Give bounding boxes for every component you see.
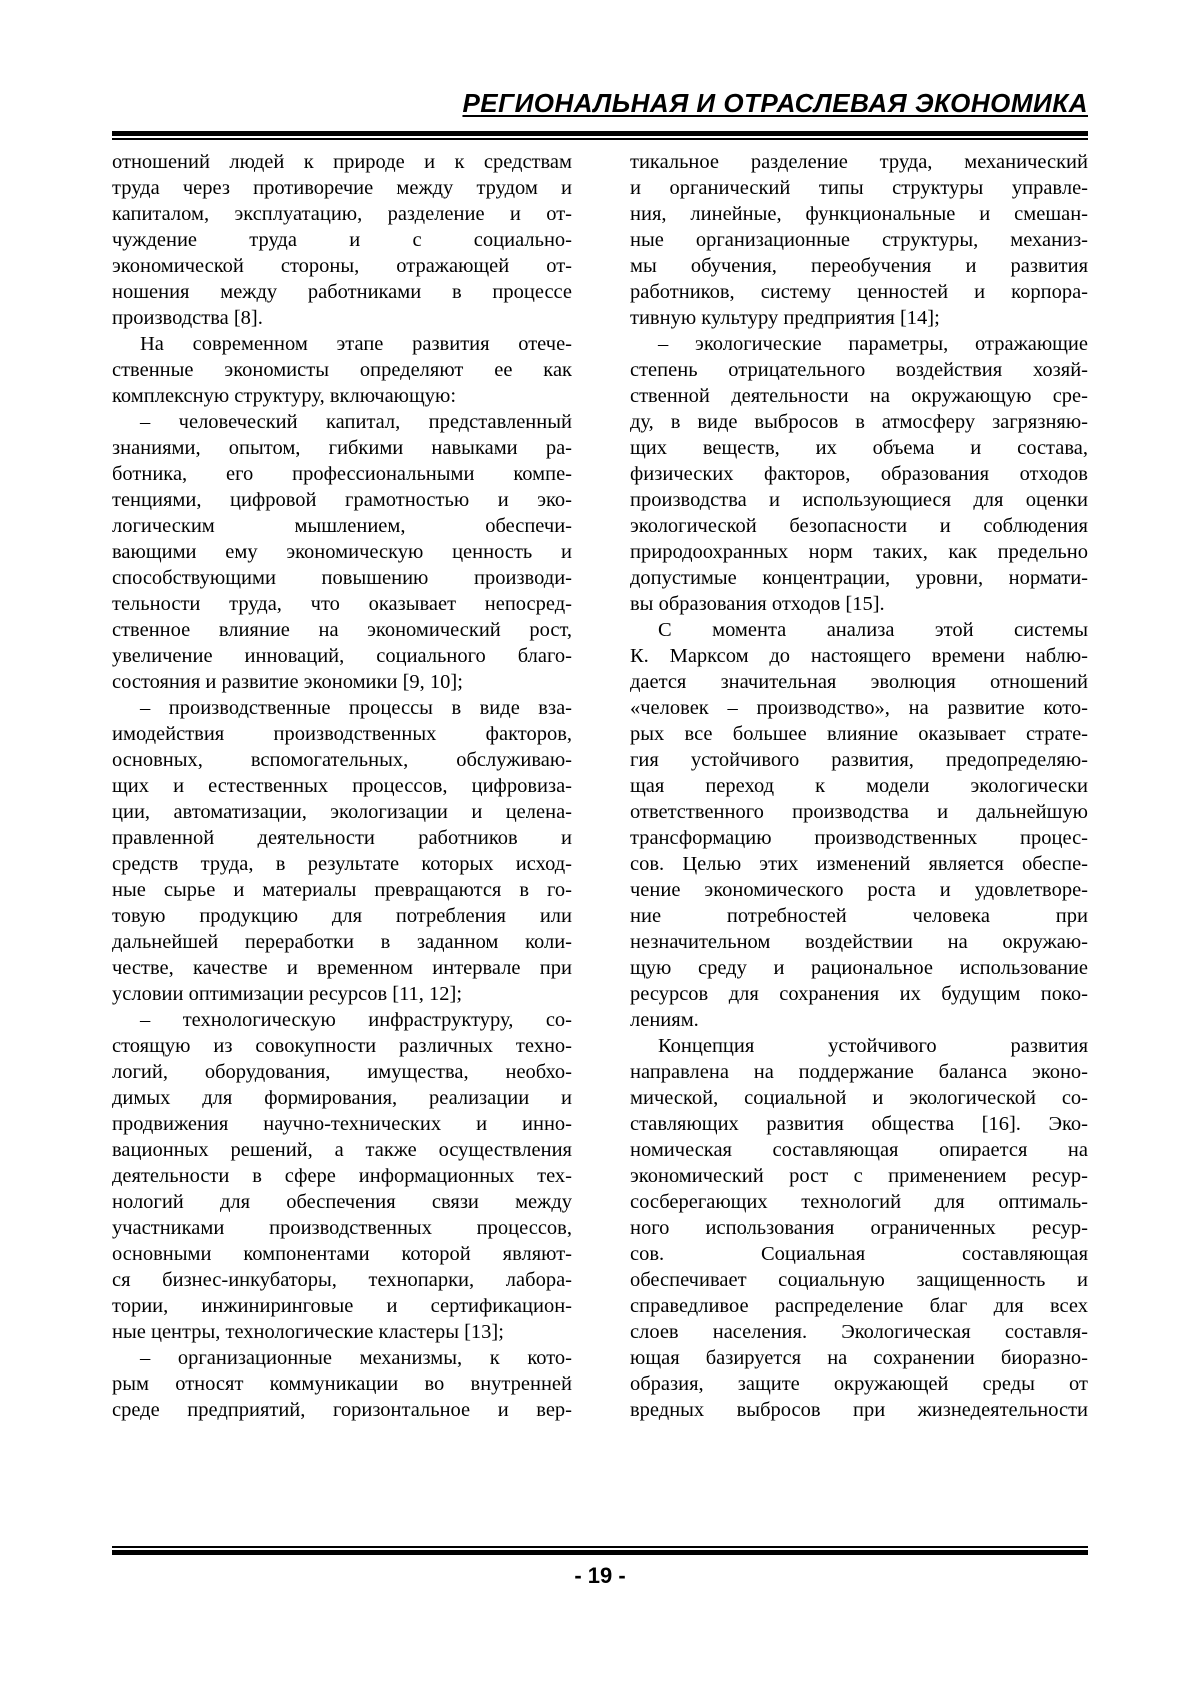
text-line: логическим мышлением, обеспечи- (112, 515, 572, 537)
text-line: На современном этапе развития отече- (140, 333, 572, 355)
text-line: направлена на поддержание баланса эконо- (630, 1061, 1088, 1083)
text-line: ные организационные структуры, механиз- (630, 229, 1088, 251)
text-line: слоев населения. Экологическая составля- (630, 1321, 1088, 1343)
paragraph (630, 149, 1088, 331)
text-line: экономической стороны, отражающей от- (112, 255, 572, 277)
text-line: гия устойчивого развития, предопределяю- (630, 749, 1088, 771)
text-line: ответственного производства и дальнейшую (630, 801, 1088, 823)
text-line: вредных выбросов при жизнедеятельности (630, 1399, 1088, 1421)
text-line: незначительном воздействии на окружаю- (630, 931, 1088, 953)
text-line: рым относят коммуникации во внутренней (112, 1373, 572, 1395)
text-line: сов. Социальная составляющая (630, 1243, 1088, 1265)
text-line: правленной деятельности работников и (112, 827, 572, 849)
text-line: тивную культуру предприятия [14]; (630, 307, 940, 329)
paragraph (112, 695, 572, 1007)
text-line: товую продукцию для потребления или (112, 905, 572, 927)
text-line: С момента анализа этой системы (658, 619, 1088, 641)
text-line: капиталом, эксплуатацию, разделение и от- (112, 203, 572, 225)
footer-rule-thin (112, 1546, 1088, 1548)
text-line: ставляющих развития общества [16]. Эко- (630, 1113, 1088, 1135)
header-rule-thin (112, 138, 1088, 140)
text-line: стоящую из совокупности различных техно- (112, 1035, 572, 1057)
text-line: тории, инжиниринговые и сертификацион- (112, 1295, 572, 1317)
text-line: – экологические параметры, отражающие (658, 333, 1088, 355)
text-line: отношений людей к природе и к средствам (112, 151, 572, 173)
text-line: физических факторов, образования отходов (630, 463, 1088, 485)
running-title: РЕГИОНАЛЬНАЯ И ОТРАСЛЕВАЯ ЭКОНОМИКА (462, 88, 1088, 118)
page-number: - 19 - (574, 1563, 626, 1588)
page-content (112, 88, 1088, 1423)
text-line: условии оптимизации ресурсов [11, 12]; (112, 983, 463, 1005)
column-left (112, 149, 572, 1423)
footer-rule-thick (112, 1550, 1088, 1555)
paragraph (112, 409, 572, 695)
text-line: имодействия производственных факторов, (112, 723, 572, 745)
text-line: обеспечивает социальную защищенность и (630, 1269, 1088, 1291)
text-line: допустимые концентрации, уровни, нормати- (630, 567, 1088, 589)
text-line: участниками производственных процессов, (112, 1217, 572, 1239)
paragraph (630, 617, 1088, 1033)
text-line: тикальное разделение труда, механический (630, 151, 1088, 173)
header-rule-thick (112, 131, 1088, 136)
text-line: щих веществ, их объема и состава, (630, 437, 1088, 459)
text-line: увеличение инноваций, социального благо- (112, 645, 572, 667)
text-line: щая переход к модели экологически (630, 775, 1088, 797)
text-line: знаниями, опытом, гибкими навыками ра- (112, 437, 572, 459)
text-line: – организационные механизмы, к кото- (140, 1347, 572, 1369)
text-line: дальнейшей переработки в заданном коли- (112, 931, 572, 953)
text-line: справедливое распределение благ для всех (630, 1295, 1088, 1317)
text-line: способствующими повышению производи- (112, 567, 572, 589)
text-line: ния, линейные, функциональные и смешан- (630, 203, 1088, 225)
text-line: степень отрицательного воздействия хозяй- (630, 359, 1088, 381)
text-line: – технологическую инфраструктуру, со- (140, 1009, 572, 1031)
text-line: производства и использующиеся для оценки (630, 489, 1088, 511)
paragraph (630, 331, 1088, 617)
page-footer (112, 1546, 1088, 1589)
text-line: ные сырье и материалы превращаются в го- (112, 879, 572, 901)
text-line: образия, защите окружающей среды от (630, 1373, 1088, 1395)
text-line: лениям. (630, 1009, 699, 1031)
paragraph (112, 1345, 572, 1423)
text-line: основных, вспомогательных, обслуживаю- (112, 749, 572, 771)
text-line: щих и естественных процессов, цифровиза- (112, 775, 572, 797)
text-line: труда через противоречие между трудом и (112, 177, 572, 199)
text-line: вающими ему экономическую ценность и (112, 541, 572, 563)
text-line: ресурсов для сохранения их будущим поко- (630, 983, 1088, 1005)
text-line: комплексную структуру, включающую: (112, 385, 457, 407)
column-right (630, 149, 1088, 1423)
text-line: щую среду и рациональное использование (630, 957, 1088, 979)
text-line: тенциями, цифровой грамотностью и эко- (112, 489, 572, 511)
text-line: ственные экономисты определяют ее как (112, 359, 572, 381)
text-line: ние потребностей человека при (630, 905, 1088, 927)
text-line: дается значительная эволюция отношений (630, 671, 1088, 693)
text-line: рых все большее влияние оказывает страте- (630, 723, 1088, 745)
text-line: среде предприятий, горизонтальное и вер- (112, 1399, 572, 1421)
text-line: основными компонентами которой являют- (112, 1243, 572, 1265)
paragraph (112, 149, 572, 331)
text-line: Концепция устойчивого развития (658, 1035, 1088, 1057)
text-line: ственное влияние на экономический рост, (112, 619, 572, 641)
text-line: мы обучения, переобучения и развития (630, 255, 1088, 277)
text-line: состояния и развитие экономики [9, 10]; (112, 671, 463, 693)
text-line: трансформацию производственных процес- (630, 827, 1088, 849)
text-line: работников, систему ценностей и корпора- (630, 281, 1088, 303)
text-line: мической, социальной и экологической со- (630, 1087, 1088, 1109)
text-columns (112, 149, 1088, 1423)
paragraph (112, 1007, 572, 1345)
text-line: сов. Целью этих изменений является обеспе- (630, 853, 1088, 875)
text-line: номическая составляющая опирается на (630, 1139, 1088, 1161)
text-line: производства [8]. (112, 307, 263, 329)
text-line: чуждение труда и с социально- (112, 229, 572, 251)
text-line: чение экономического роста и удовлетворе- (630, 879, 1088, 901)
text-line: «человек – производство», на развитие кото- (630, 697, 1088, 719)
text-line: ственной деятельности на окружающую сре- (630, 385, 1088, 407)
text-line: ного использования ограниченных ресур- (630, 1217, 1088, 1239)
text-line: средств труда, в результате которых исход- (112, 853, 572, 875)
text-line: ные центры, технологические кластеры [13]; (112, 1321, 504, 1343)
text-line: вационных решений, а также осуществления (112, 1139, 572, 1161)
page-header (112, 88, 1088, 140)
paragraph (112, 331, 572, 409)
paragraph (630, 1033, 1088, 1423)
text-line: честве, качестве и временном интервале при (112, 957, 572, 979)
text-line: и органический типы структуры управле- (630, 177, 1088, 199)
text-line: экономический рост с применением ресур- (630, 1165, 1088, 1187)
text-line: продвижения научно-технических и инно- (112, 1113, 572, 1135)
text-line: природоохранных норм таких, как предельно (630, 541, 1088, 563)
text-line: – человеческий капитал, представленный (140, 411, 572, 433)
text-line: экологической безопасности и соблюдения (630, 515, 1088, 537)
text-line: вы образования отходов [15]. (630, 593, 885, 615)
text-line: ботника, его профессиональными компе- (112, 463, 572, 485)
text-line: димых для формирования, реализации и (112, 1087, 572, 1109)
text-line: ции, автоматизации, экологизации и целена- (112, 801, 572, 823)
text-line: – производственные процессы в виде вза- (140, 697, 572, 719)
text-line: ющая базируется на сохранении биоразно- (630, 1347, 1088, 1369)
text-line: ношения между работниками в процессе (112, 281, 572, 303)
text-line: деятельности в сфере информационных тех- (112, 1165, 572, 1187)
text-line: нологий для обеспечения связи между (112, 1191, 572, 1213)
text-line: логий, оборудования, имущества, необхо- (112, 1061, 572, 1083)
text-line: К. Марксом до настоящего времени наблю- (630, 645, 1088, 667)
text-line: сосберегающих технологий для оптималь- (630, 1191, 1088, 1213)
text-line: ся бизнес-инкубаторы, технопарки, лабора- (112, 1269, 572, 1291)
text-line: ду, в виде выбросов в атмосферу загрязняю- (630, 411, 1088, 433)
text-line: тельности труда, что оказывает непосред- (112, 593, 572, 615)
